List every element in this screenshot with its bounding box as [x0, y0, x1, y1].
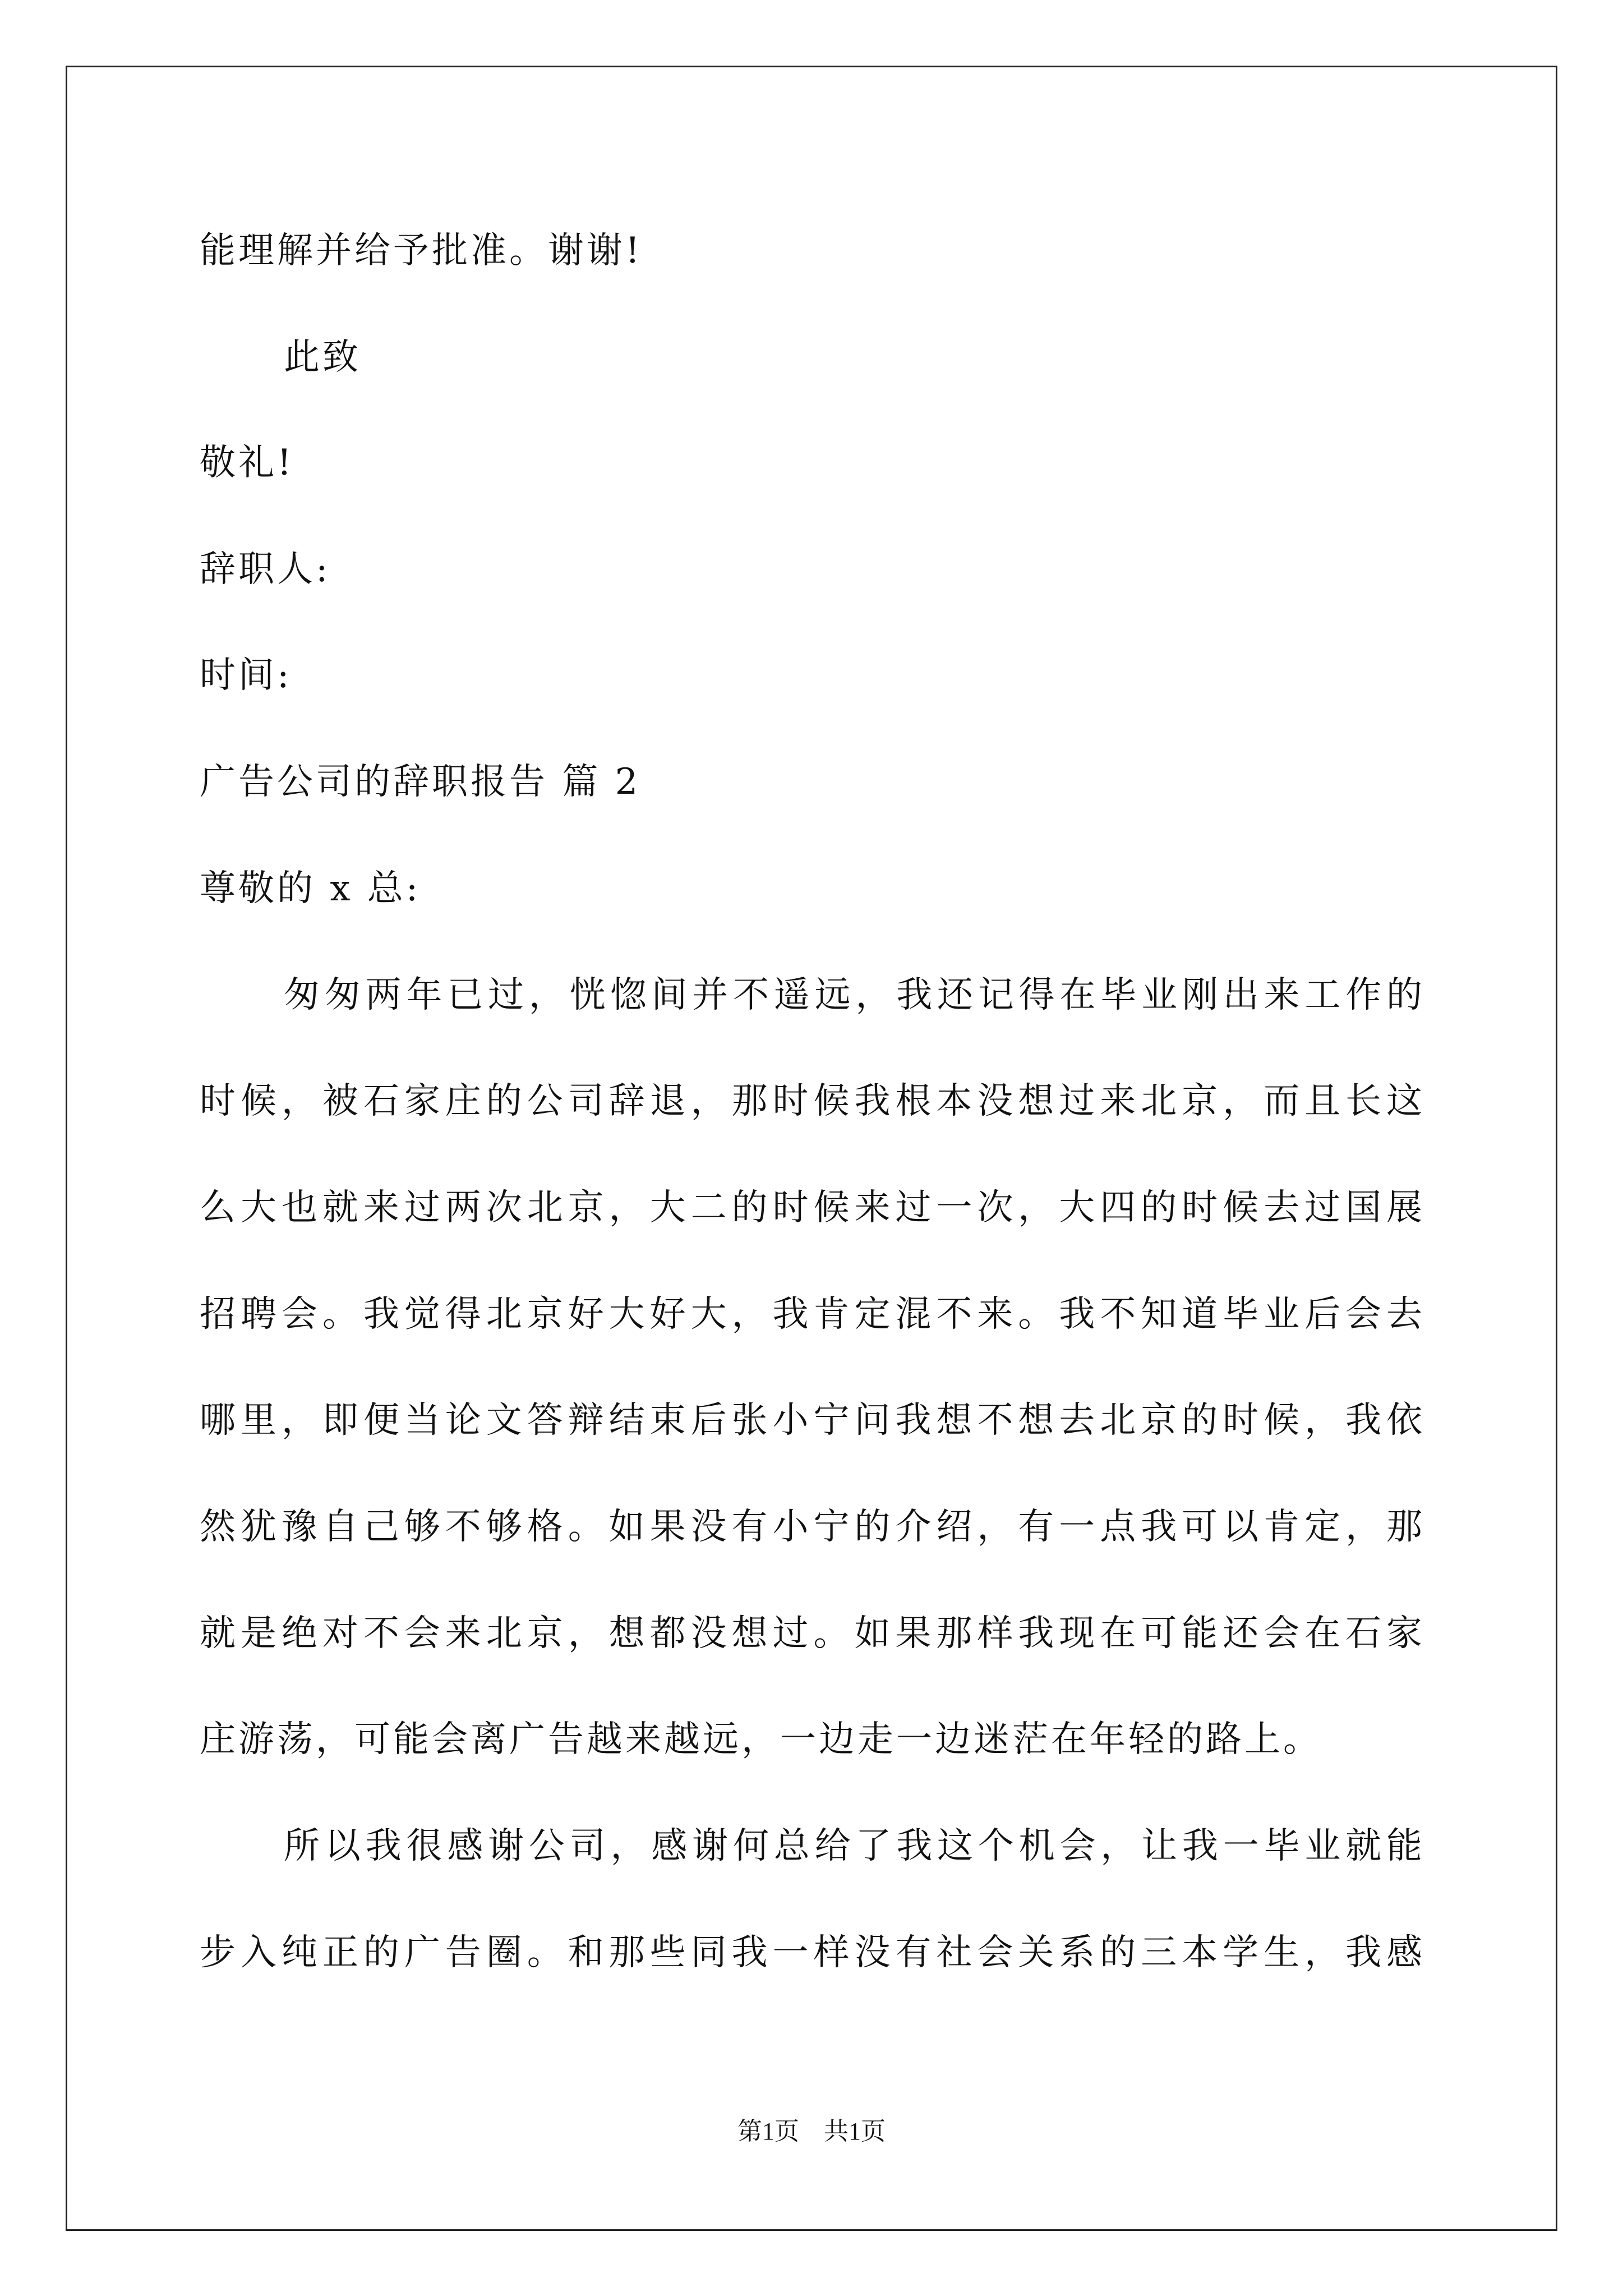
paragraph-line: 哪里，即便当论文答辩结束后张小宁问我想不想去北京的时候，我依 [200, 1400, 1422, 1441]
text-line-regards: 敬礼! [200, 442, 294, 484]
paragraph-line: 步入纯正的广告圈。和那些同我一样没有社会关系的三本学生，我感 [200, 1932, 1422, 1973]
text-line-salutation: 此致 [284, 337, 361, 378]
paragraph-line: 所以我很感谢公司，感谢何总给了我这个机会，让我一毕业就能 [284, 1825, 1422, 1867]
text-line-date: 时间: [200, 655, 292, 696]
text-line: 能理解并给予批准。谢谢! [200, 230, 643, 272]
page-border [66, 66, 1557, 2231]
paragraph-line: 时候，被石家庄的公司辞退，那时候我根本没想过来北京，而且长这 [200, 1080, 1422, 1122]
section-heading: 广告公司的辞职报告 篇 2 [200, 761, 641, 803]
letter-greeting: 尊敬的 x 总: [200, 868, 421, 909]
paragraph-line: 匆匆两年已过，恍惚间并不遥远，我还记得在毕业刚出来工作的 [284, 974, 1422, 1016]
paragraph-line-last: 庄游荡，可能会离广告越来越远，一边走一边迷茫在年轻的路上。 [200, 1719, 1322, 1760]
paragraph-line: 招聘会。我觉得北京好大好大，我肯定混不来。我不知道毕业后会去 [200, 1294, 1422, 1335]
text-line-resigner: 辞职人: [200, 549, 331, 590]
paragraph-line: 就是绝对不会来北京，想都没想过。如果那样我现在可能还会在石家 [200, 1613, 1422, 1654]
page-number-footer: 第1页 共1页 [737, 2118, 886, 2145]
paragraph-line: 然犹豫自己够不够格。如果没有小宁的介绍，有一点我可以肯定，那 [200, 1506, 1422, 1548]
paragraph-line: 么大也就来过两次北京，大二的时候来过一次，大四的时候去过国展 [200, 1187, 1422, 1228]
